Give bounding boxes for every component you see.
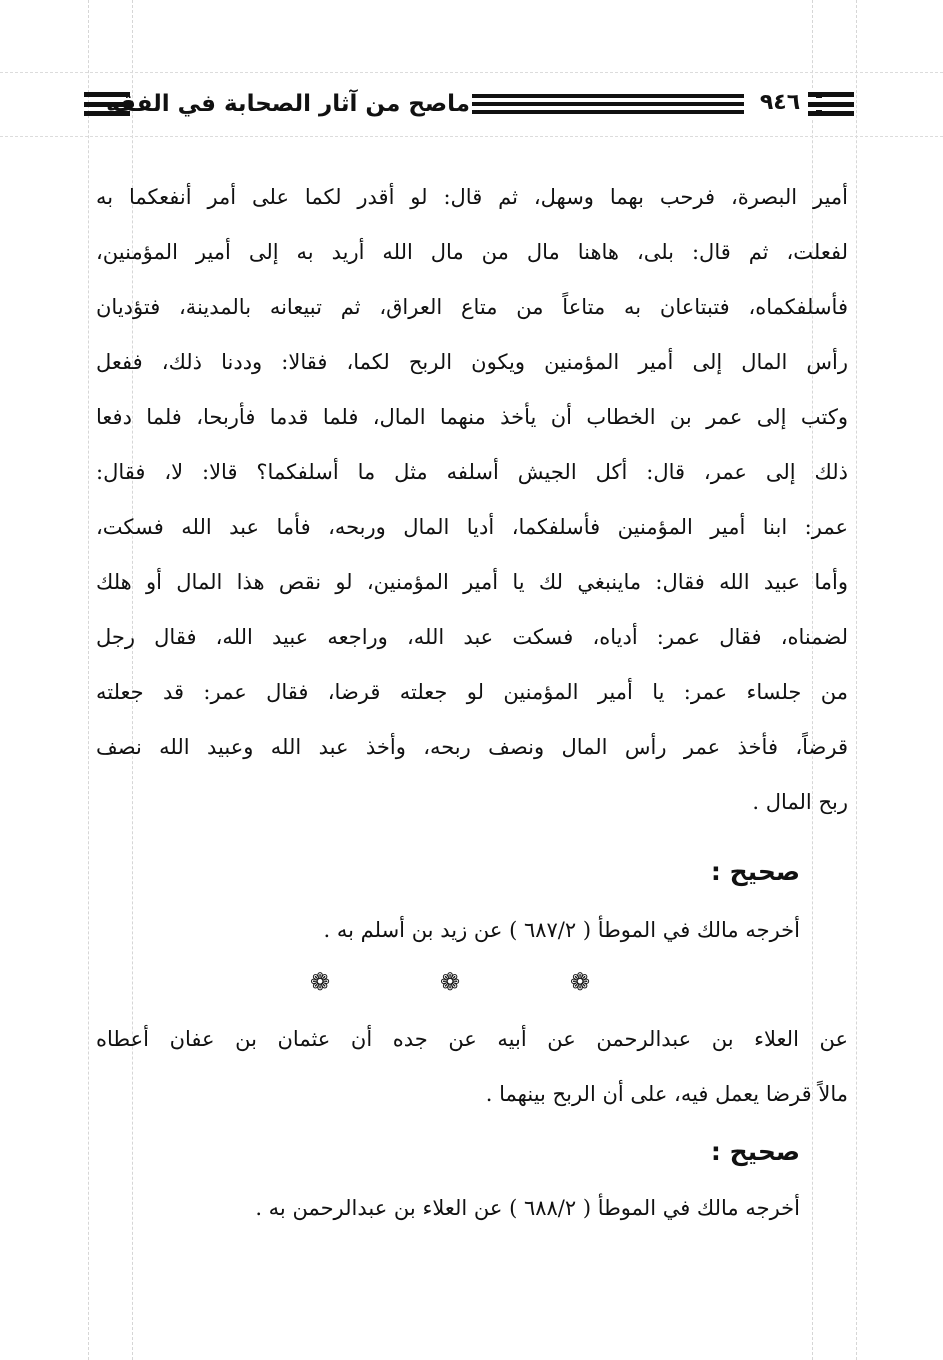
source-citation: أخرجه مالك في الموطأ ( ٦٨٧/٢ ) عن زيد بن أسلم به . xyxy=(323,918,800,942)
header-rule-right xyxy=(808,92,854,116)
text-line: رأس المال إلى أمير المؤمنين ويكون الربح لكما، فقالا: وددنا ذلك، ففعل xyxy=(96,350,848,374)
narration-paragraph xyxy=(96,170,848,830)
text-line: أمير البصرة، فرحب بهما وسهل، ثم قال: لو أقدر لكما على أمر أنفعكما به xyxy=(96,185,848,209)
scan-guide-line xyxy=(0,136,943,137)
section-separator xyxy=(300,964,600,1000)
flower-ornament-icon: ❁ xyxy=(569,968,591,996)
text-line: وأما عبيد الله فقال: ماينبغي لك يا أمير المؤمنين، لو نقص هذا المال أو هلك xyxy=(96,570,848,594)
text-line: فأسلفكماه، فتبتاعان به متاعاً من متاع العراق، ثم تبيعانه بالمدينة، فتؤديان xyxy=(96,295,848,319)
scan-guide-line xyxy=(0,72,943,73)
text-line: عمر: ابنا أمير المؤمنين فأسلفكما، أديا المال وربحه، فأما عبد الله فسكت، xyxy=(96,515,848,539)
text-line: ذلك إلى عمر، قال: أكل الجيش أسلفه مثل ما أسلفكما؟ قالا: لا، فقال: xyxy=(96,460,848,484)
running-header xyxy=(84,86,854,122)
text-line: من جلساء عمر: يا أمير المؤمنين لو جعلته قرضا، فقال عمر: قد جعلته xyxy=(96,680,848,704)
text-line: لفعلت، ثم قال: بلى، هاهنا مال من مال الله أريد به إلى أمير المؤمنين، xyxy=(96,240,848,264)
flower-ornament-icon: ❁ xyxy=(309,968,331,996)
grade-heading: صحيح : xyxy=(710,857,800,886)
grade-heading: صحيح : xyxy=(710,1137,800,1166)
scan-guide-line xyxy=(856,0,857,1360)
text-line: لضمناه، فقال عمر: أدياه، فسكت عبد الله، وراجعه عبيد الله، فقال رجل xyxy=(96,625,848,649)
text-line: عن العلاء بن عبدالرحمن عن أبيه عن جده أن عثمان بن عفان أعطاه xyxy=(96,1027,848,1051)
narration-paragraph xyxy=(96,1012,848,1122)
flower-ornament-icon: ❁ xyxy=(439,968,461,996)
page-number: ٩٤٦ xyxy=(744,88,816,118)
text-line: قرضاً، فأخذ عمر رأس المال ونصف ربحه، وأخذ عبد الله وعبيد الله نصف xyxy=(96,735,848,759)
text-line: وكتب إلى عمر بن الخطاب أن يأخذ منهما المال، فلما قدما فأربحا، فلما دفعا xyxy=(96,405,848,429)
source-citation: أخرجه مالك في الموطأ ( ٦٨٨/٢ ) عن العلاء بن عبدالرحمن به . xyxy=(255,1196,800,1220)
scan-guide-line xyxy=(88,0,89,1360)
running-title: ماصح من آثار الصحابة في الفقه xyxy=(106,91,470,117)
text-line: مالاً قرضا يعمل فيه، على أن الربح بينهما . xyxy=(485,1082,848,1106)
text-line: ربح المال . xyxy=(752,790,848,814)
